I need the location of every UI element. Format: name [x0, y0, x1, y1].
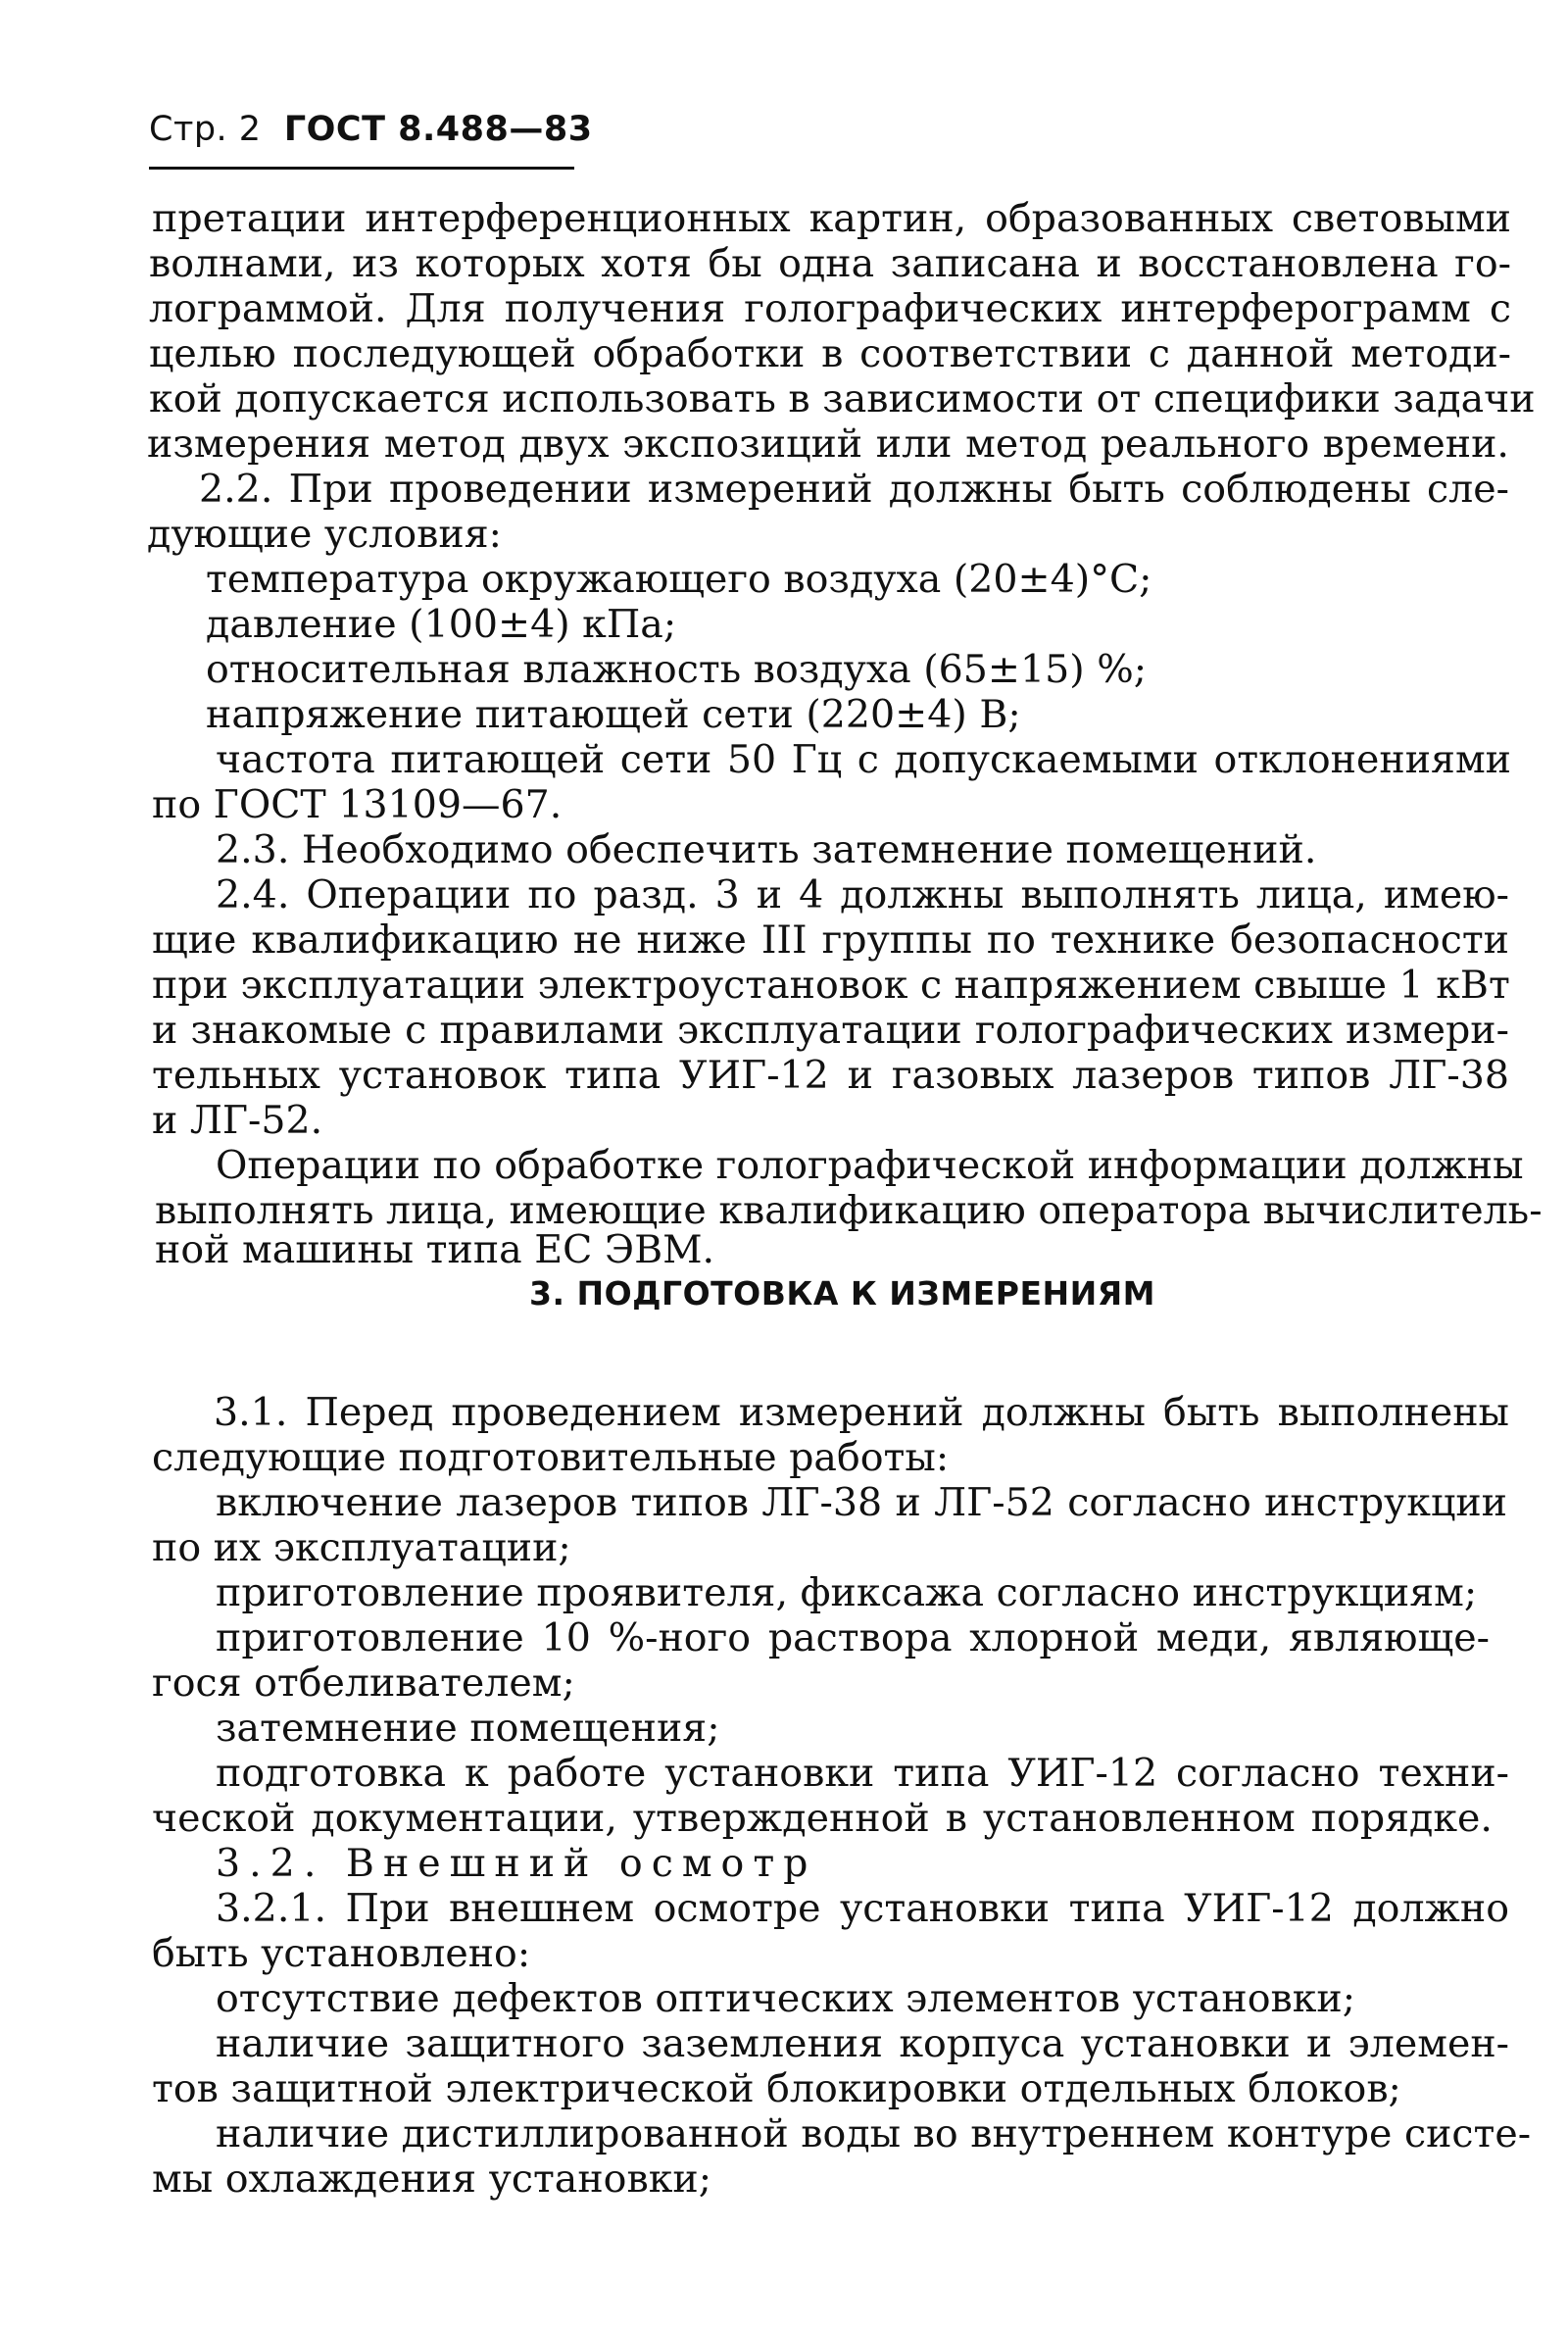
text-line: следующие подготовительные работы:: [152, 1435, 950, 1480]
text-line: лограммой. Для получения голографических интерферограмм с: [149, 286, 1511, 331]
text-line: тельных установок типа УИГ-12 и газовых лазеров типов ЛГ-38: [152, 1053, 1509, 1098]
text-line: 3.2.1. При внешнем осмотре установки типа УИГ-12 должно: [216, 1886, 1509, 1931]
text-line: относительная влажность воздуха (65±15) %;: [206, 647, 1148, 692]
page-number-label: Стр. 2: [149, 110, 262, 149]
text-line: отсутствие дефектов оптических элементов установки;: [216, 1976, 1356, 2021]
text-line: при эксплуатации электроустановок с напряжением свыше 1 кВт: [152, 963, 1510, 1008]
text-line: приготовление проявителя, фиксажа согласно инструкциям;: [216, 1570, 1478, 1615]
text-line: претации интерференционных картин, образованных световыми: [152, 196, 1511, 241]
text-line: частота питающей сети 50 Гц с допускаемыми отклонениями: [216, 737, 1511, 782]
text-line: кой допускается использовать в зависимости от специфики задачи: [149, 376, 1536, 421]
text-line: приготовление 10 %-ного раствора хлорной меди, являюще-: [216, 1615, 1490, 1660]
text-line: Операции по обработке голографической информации должны: [216, 1143, 1524, 1188]
text-line: измерения метод двух экспозиций или метод реального времени.: [147, 421, 1509, 467]
text-line: ной машины типа ЕС ЭВМ.: [155, 1227, 715, 1272]
text-line: напряжение питающей сети (220±4) В;: [206, 692, 1021, 737]
text-line: мы охлаждения установки;: [152, 2156, 712, 2202]
text-line: волнами, из которых хотя бы одна записана и восстановлена го-: [149, 241, 1511, 286]
section-heading: 3. ПОДГОТОВКА К ИЗМЕРЕНИЯМ: [529, 1274, 1155, 1313]
standard-number: ГОСТ 8.488—83: [283, 110, 593, 149]
text-line: 2.2. При проведении измерений должны быть соблюдены сле-: [199, 467, 1509, 512]
text-line: наличие защитного заземления корпуса установки и элемен-: [216, 2021, 1509, 2066]
text-line: давление (100±4) кПа;: [206, 602, 677, 647]
text-line: 3.1. Перед проведением измерений должны быть выполнены: [214, 1390, 1509, 1435]
text-line: 3.2. Внешний осмотр: [216, 1841, 817, 1886]
text-line: 2.4. Операции по разд. 3 и 4 должны выполнять лица, имею-: [216, 872, 1509, 917]
text-line: затемнение помещения;: [216, 1706, 720, 1751]
text-line: по их эксплуатации;: [152, 1525, 571, 1570]
text-line: температура окружающего воздуха (20±4)°С;: [206, 557, 1152, 602]
text-line: выполнять лица, имеющие квалификацию оператора вычислитель-: [155, 1188, 1543, 1233]
running-header: [149, 110, 593, 149]
text-line: и знакомые с правилами эксплуатации голографических измери-: [152, 1008, 1509, 1053]
text-line: тов защитной электрической блокировки отдельных блоков;: [152, 2066, 1401, 2111]
text-line: по ГОСТ 13109—67.: [152, 782, 563, 827]
text-line: наличие дистиллированной воды во внутреннем контуре систе-: [216, 2111, 1532, 2156]
text-line: дующие условия:: [147, 512, 502, 557]
text-line: гося отбеливателем;: [152, 1660, 575, 1706]
text-line: быть установлено:: [152, 1931, 531, 1976]
text-line: щие квалификацию не ниже III группы по технике безопасности: [152, 917, 1509, 963]
text-line: и ЛГ-52.: [152, 1098, 323, 1143]
header-rule: [149, 167, 574, 170]
text-line: включение лазеров типов ЛГ-38 и ЛГ-52 согласно инструкции: [216, 1480, 1507, 1525]
text-line: ческой документации, утвержденной в установленном порядке.: [152, 1796, 1493, 1841]
text-line: подготовка к работе установки типа УИГ-12 согласно техни-: [216, 1751, 1509, 1796]
text-line: 2.3. Необходимо обеспечить затемнение помещений.: [216, 827, 1317, 872]
text-line: целью последующей обработки в соответствии с данной методи-: [149, 331, 1511, 376]
